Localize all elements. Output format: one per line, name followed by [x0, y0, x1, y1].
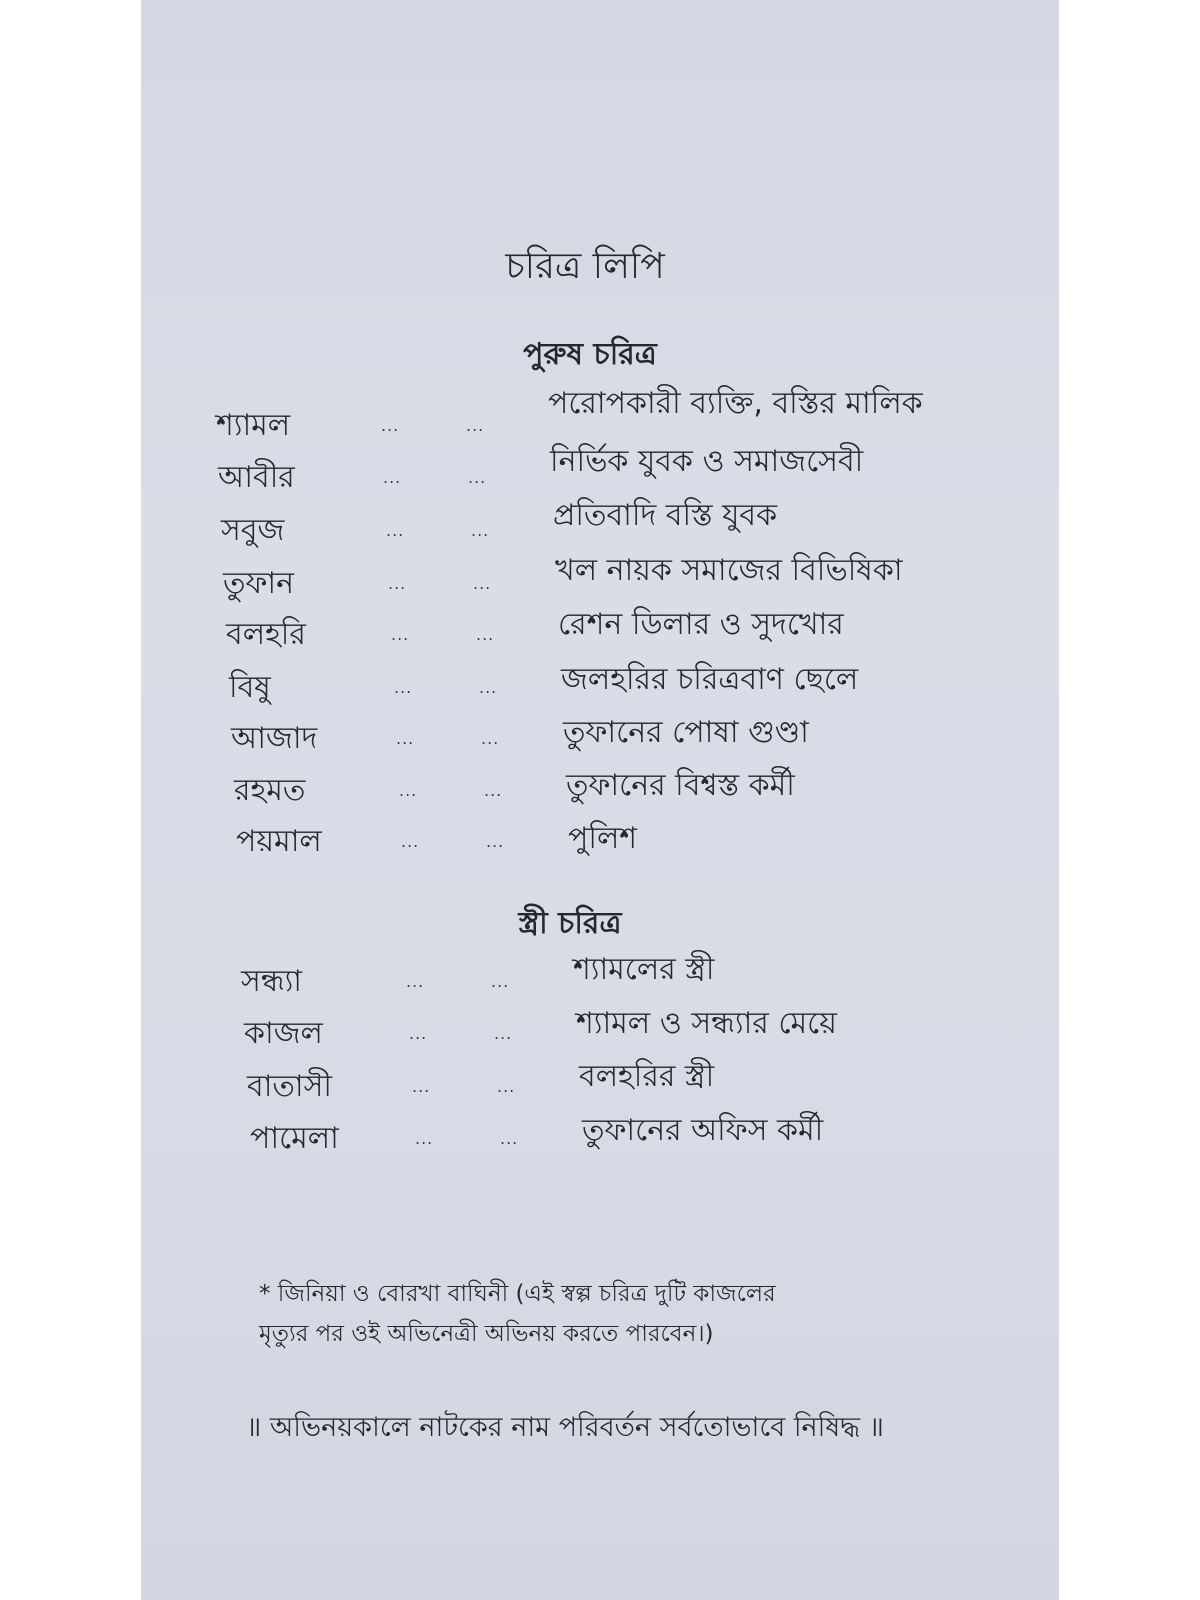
- leader-dots: ...: [388, 574, 407, 593]
- leader-dots: ...: [409, 1024, 428, 1043]
- document-page: [141, 0, 1059, 1600]
- character-name: বলহরি: [226, 617, 306, 652]
- leader-dots: ...: [491, 972, 510, 991]
- leader-dots: ...: [466, 416, 485, 435]
- footnote: [259, 1274, 959, 1354]
- leader-dots: ...: [476, 625, 495, 644]
- leader-dots: ...: [399, 781, 418, 800]
- leader-dots: ...: [412, 1077, 431, 1096]
- character-name: বিষু: [229, 670, 271, 705]
- leader-dots: ...: [381, 416, 400, 435]
- leader-dots: ...: [391, 625, 410, 644]
- character-description: নির্ভিক যুবক ও সমাজসেবী: [550, 444, 864, 479]
- character-description: রেশন ডিলার ও সুদখোর: [558, 607, 844, 642]
- leader-dots: ...: [497, 1077, 516, 1096]
- leader-dots: ...: [494, 1024, 513, 1043]
- character-description: তুফানের অফিস কর্মী: [582, 1113, 824, 1148]
- character-name: রহমত: [234, 773, 306, 808]
- character-description: প্রতিবাদি বস্তি যুবক: [553, 498, 778, 533]
- leader-dots: ...: [406, 972, 425, 991]
- character-description: জলহরির চরিত্রবাণ ছেলে: [561, 662, 859, 697]
- leader-dots: ...: [500, 1129, 519, 1148]
- footnote-line: মৃত্যুর পর ওই অভিনেত্রী অভিনয় করতে পারবেন।): [259, 1321, 714, 1347]
- character-name: তুফান: [223, 566, 295, 601]
- leader-dots: ...: [471, 521, 490, 540]
- character-name: কাজল: [244, 1016, 323, 1051]
- female-section-heading: স্ত্রী চরিত্র: [518, 906, 622, 941]
- character-name: পামেলা: [250, 1121, 339, 1156]
- leader-dots: ...: [396, 729, 415, 748]
- leader-dots: ...: [473, 574, 492, 593]
- character-name: সন্ধ্যা: [241, 964, 302, 999]
- footnote-line: * জিনিয়া ও বোরখা বাঘিনী (এই স্বল্প চরিত্র দুটি কাজলের: [259, 1281, 776, 1307]
- leader-dots: ...: [394, 678, 413, 697]
- leader-dots: ...: [484, 781, 503, 800]
- character-name: পয়মাল: [236, 824, 322, 859]
- leader-dots: ...: [415, 1129, 434, 1148]
- prohibition-notice: ॥ অভিনয়কালে নাটকের নাম পরিবর্তন সর্বতোভাবে নিষিদ্ধ ॥: [246, 1412, 884, 1443]
- character-description: তুফানের বিশ্বস্ত কর্মী: [566, 768, 795, 803]
- leader-dots: ...: [386, 521, 405, 540]
- leader-dots: ...: [479, 678, 498, 697]
- leader-dots: ...: [383, 468, 402, 487]
- character-description: শ্যামল ও সন্ধ্যার মেয়ে: [576, 1006, 837, 1041]
- character-name: আবীর: [218, 460, 295, 495]
- leader-dots: ...: [481, 729, 500, 748]
- male-section-heading: পুরুষ চরিত্র: [523, 337, 657, 372]
- character-description: শ্যামলের স্ত্রী: [573, 952, 715, 987]
- character-description: পরোপকারী ব্যক্তি, বস্তির মালিক: [548, 386, 923, 421]
- character-name: আজাদ: [231, 721, 318, 756]
- character-description: খল নায়ক সমাজের বিভিষিকা: [555, 553, 903, 588]
- page-title: চরিত্র লিপি: [505, 246, 665, 287]
- leader-dots: ...: [401, 832, 420, 851]
- character-description: পুলিশ: [568, 821, 638, 856]
- character-name: বাতাসী: [247, 1069, 333, 1104]
- leader-dots: ...: [468, 468, 487, 487]
- character-name: শ্যামল: [216, 408, 291, 443]
- character-description: তুফানের পোষা গুণ্ডা: [563, 715, 809, 750]
- character-name: সবুজ: [221, 513, 285, 548]
- leader-dots: ...: [486, 832, 505, 851]
- character-description: বলহরির স্ত্রী: [579, 1059, 715, 1094]
